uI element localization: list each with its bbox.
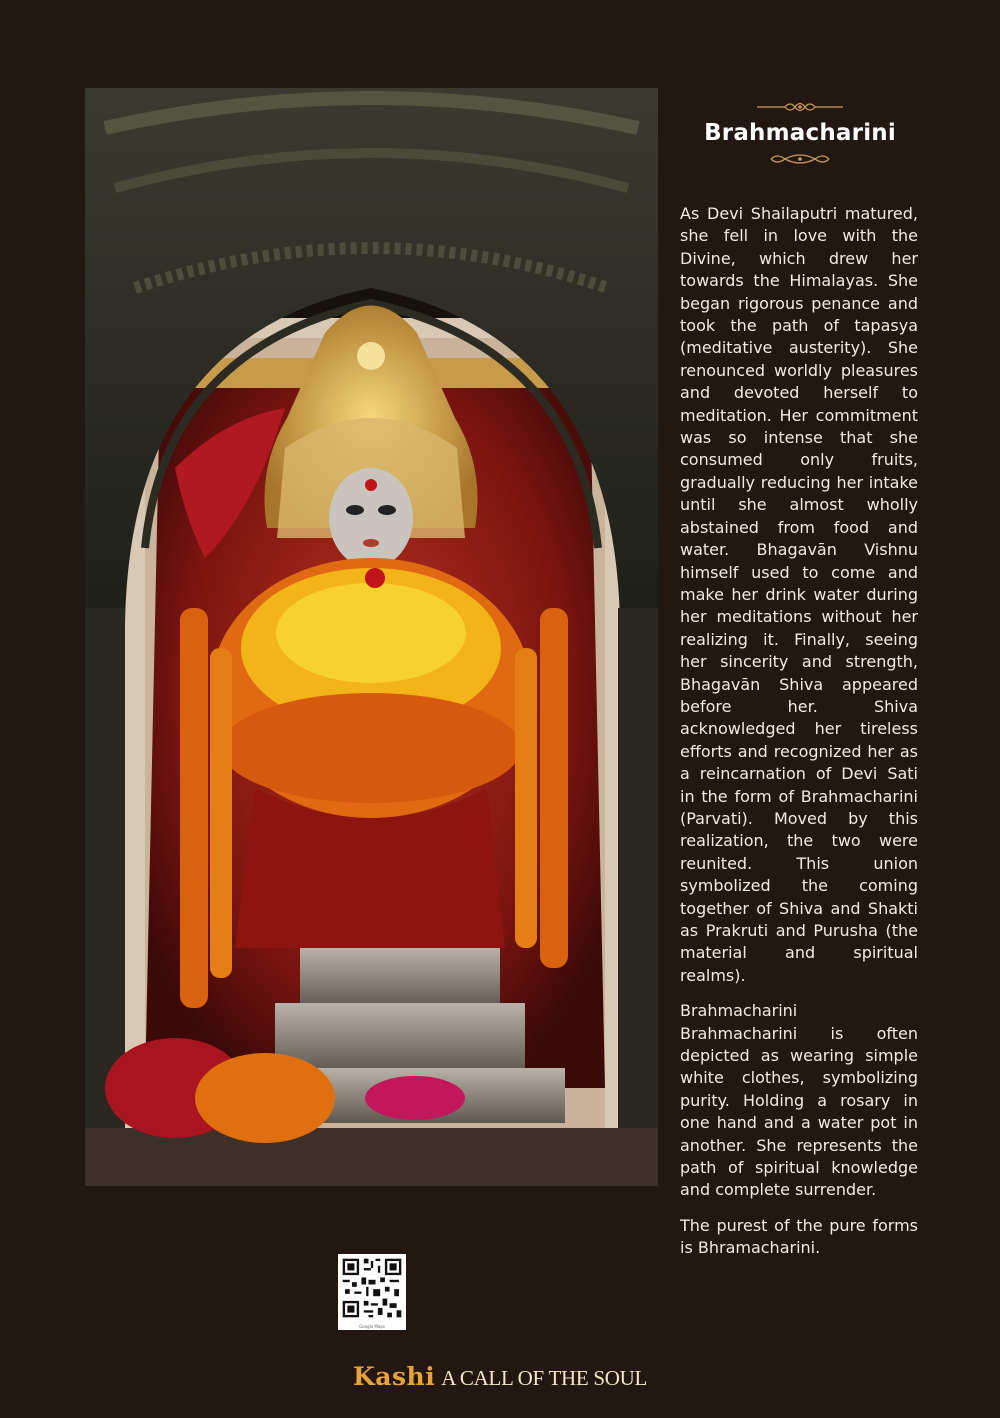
flourish-ornament-icon bbox=[755, 100, 845, 114]
paragraph: The purest of the pure forms is Bhramacharini. bbox=[680, 1215, 918, 1258]
title-block bbox=[680, 100, 920, 166]
qr-code-graphic bbox=[338, 1254, 406, 1322]
brand-tagline: A CALL OF THE SOUL bbox=[441, 1366, 647, 1390]
qr-caption: Google Maps bbox=[359, 1324, 385, 1329]
page-title: Brahmacharini bbox=[704, 120, 896, 146]
qr-code-icon[interactable] bbox=[338, 1254, 406, 1330]
brand-logo: Kashi bbox=[353, 1362, 436, 1391]
article-body bbox=[680, 203, 918, 1273]
paragraph: Brahmacharini Brahmacharini is often depicted as wearing simple white clothes, symbolizing purity. Holding a rosary in one hand and a water pot in another. She represents the path of spiritual knowledge and complete surrender. bbox=[680, 1001, 918, 1200]
flourish-ornament-icon bbox=[765, 152, 835, 166]
shrine-photo bbox=[85, 88, 658, 1186]
shrine-illustration bbox=[85, 88, 658, 1186]
footer bbox=[0, 1362, 1000, 1391]
paragraph: As Devi Shailaputri matured, she fell in love with the Divine, which drew her towards the Himalayas. She began rigorous penance and took the path of tapasya (meditative austerity). She renounced worldly pleasures and devoted herself to meditation. Her commitment was so intense that she consumed only fruits, gradually reducing her intake until she almost wholly abstained from food and water. Bhagavān Vishnu himself used to come and make her drink water during her meditations without her realizing it. Finally, seeing her sincerity and strength, Bhagavān Shiva appeared before her. Shiva acknowledged her tireless efforts and recognized her as a reincarnation of Devi Sati in the form of Brahmacharini (Parvati). Moved by this realization, the two were reunited. This union symbolized the coming together of Shiva and Shakti as Prakruti and Purusha (the material and spiritual realms). bbox=[680, 204, 918, 985]
